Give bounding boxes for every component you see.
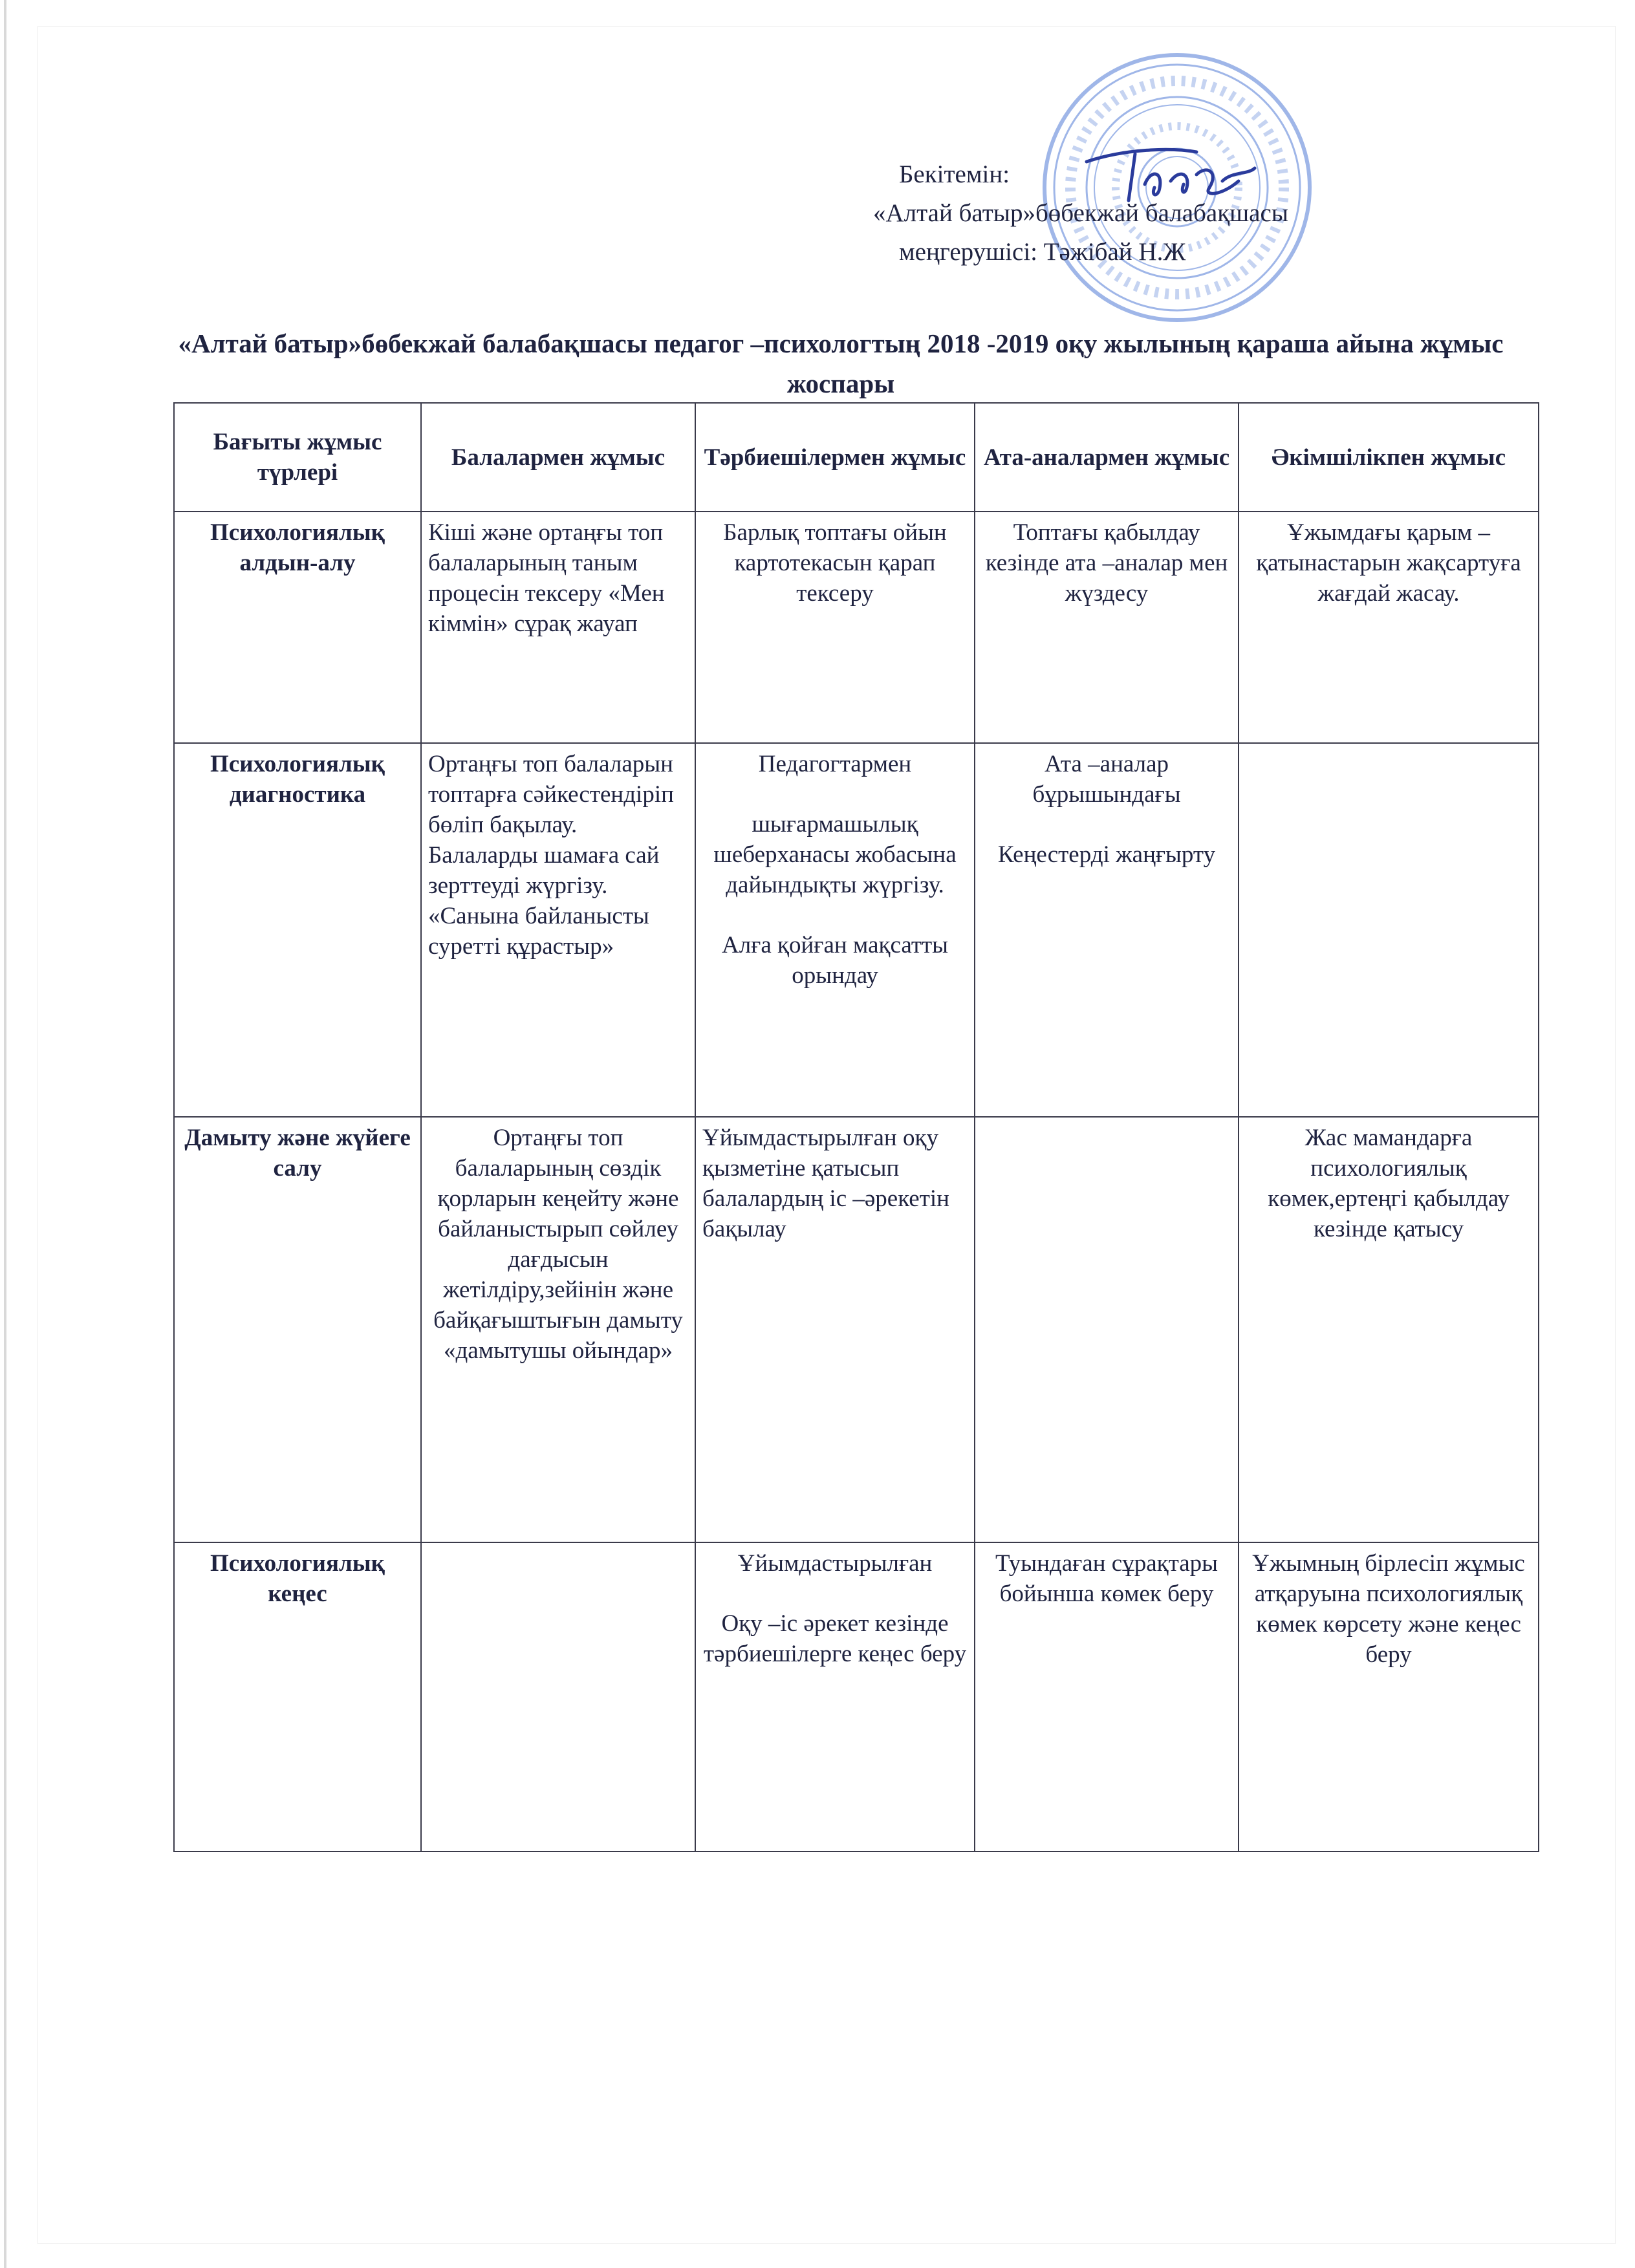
cell-children: Ортаңғы топ балаларын топтарға сәйкестендіріп бөліп бақылау. Балаларды шамаға сай зерттеуді жүргізу. «Санына байланысты суретті құрастыр» bbox=[421, 743, 695, 1117]
cell-parents bbox=[975, 1117, 1239, 1542]
cell-administration bbox=[1239, 743, 1539, 1117]
table-row bbox=[174, 743, 1539, 1117]
cell-administration: Ұжымдағы қарым –қатынастарын жақсартуға жағдай жасау. bbox=[1239, 512, 1539, 743]
approval-organization: «Алтай батыр»бөбекжай балабақшасы bbox=[873, 199, 1288, 227]
work-plan-table bbox=[173, 402, 1539, 1852]
cell-parents: Туындаған сұрақтары бойынша көмек беру bbox=[975, 1542, 1239, 1852]
cell-administration: Ұжымның бірлесіп жұмыс атқаруына психологиялық көмек көрсету және кеңес беру bbox=[1239, 1542, 1539, 1852]
table-row bbox=[174, 512, 1539, 743]
cell-administration: Жас мамандарға психологиялық көмек,ертеңгі қабылдау кезінде қатысу bbox=[1239, 1117, 1539, 1542]
scan-edge bbox=[4, 0, 6, 2268]
header-administration: Әкімшілікпен жұмыс bbox=[1239, 403, 1539, 512]
row-direction: Дамыту және жүйеге салу bbox=[174, 1117, 421, 1542]
row-direction: Психологиялық алдын-алу bbox=[174, 512, 421, 743]
cell-teachers: Ұйымдастырылған оқу қызметіне қатысып балалардың іс –әрекетін бақылау bbox=[695, 1117, 975, 1542]
cell-parents: Ата –аналар бұрышындағы Кеңестерді жаңғырту bbox=[975, 743, 1239, 1117]
cell-children: Ортаңғы топ балаларының сөздік қорларын кеңейту және байланыстырып сөйлеу дағдысын жетілдіру,зейінін және байқағыштығын дамыту «дамытушы ойындар» bbox=[421, 1117, 695, 1542]
header-direction: Бағыты жұмыс түрлері bbox=[174, 403, 421, 512]
approval-label: Бекітемін: bbox=[899, 160, 1010, 188]
header-teachers: Тәрбиешілермен жұмыс bbox=[695, 403, 975, 512]
row-direction: Психологиялық диагностика bbox=[174, 743, 421, 1117]
cell-parents: Топтағы қабылдау кезінде ата –аналар мен жүздесу bbox=[975, 512, 1239, 743]
document-title: «Алтай батыр»бөбекжай балабақшасы педагог –психологтың 2018 -2019 оқу жылының қараша айына жұмыс жоспары bbox=[178, 329, 1504, 398]
cell-teachers: Ұйымдастырылған Оқу –іс әрекет кезінде тәрбиешілерге кеңес беру bbox=[695, 1542, 975, 1852]
table-row bbox=[174, 1542, 1539, 1852]
approval-head-name: меңгерушісі: Тәжібай Н.Ж bbox=[899, 238, 1186, 266]
table-header-row bbox=[174, 403, 1539, 512]
cell-teachers: Барлық топтағы ойын картотекасын қарап тексеру bbox=[695, 512, 975, 743]
table-row bbox=[174, 1117, 1539, 1542]
cell-children bbox=[421, 1542, 695, 1852]
row-direction: Психологиялық кеңес bbox=[174, 1542, 421, 1852]
cell-children: Кіші және ортаңғы топ балаларының таным процесін тексеру «Мен кіммін» сұрақ жауап bbox=[421, 512, 695, 743]
cell-teachers: Педагогтармен шығармашылық шеберханасы жобасына дайындықты жүргізу. Алға қойған мақсатты орындау bbox=[695, 743, 975, 1117]
header-parents: Ата-аналармен жұмыс bbox=[975, 403, 1239, 512]
header-children: Балалармен жұмыс bbox=[421, 403, 695, 512]
